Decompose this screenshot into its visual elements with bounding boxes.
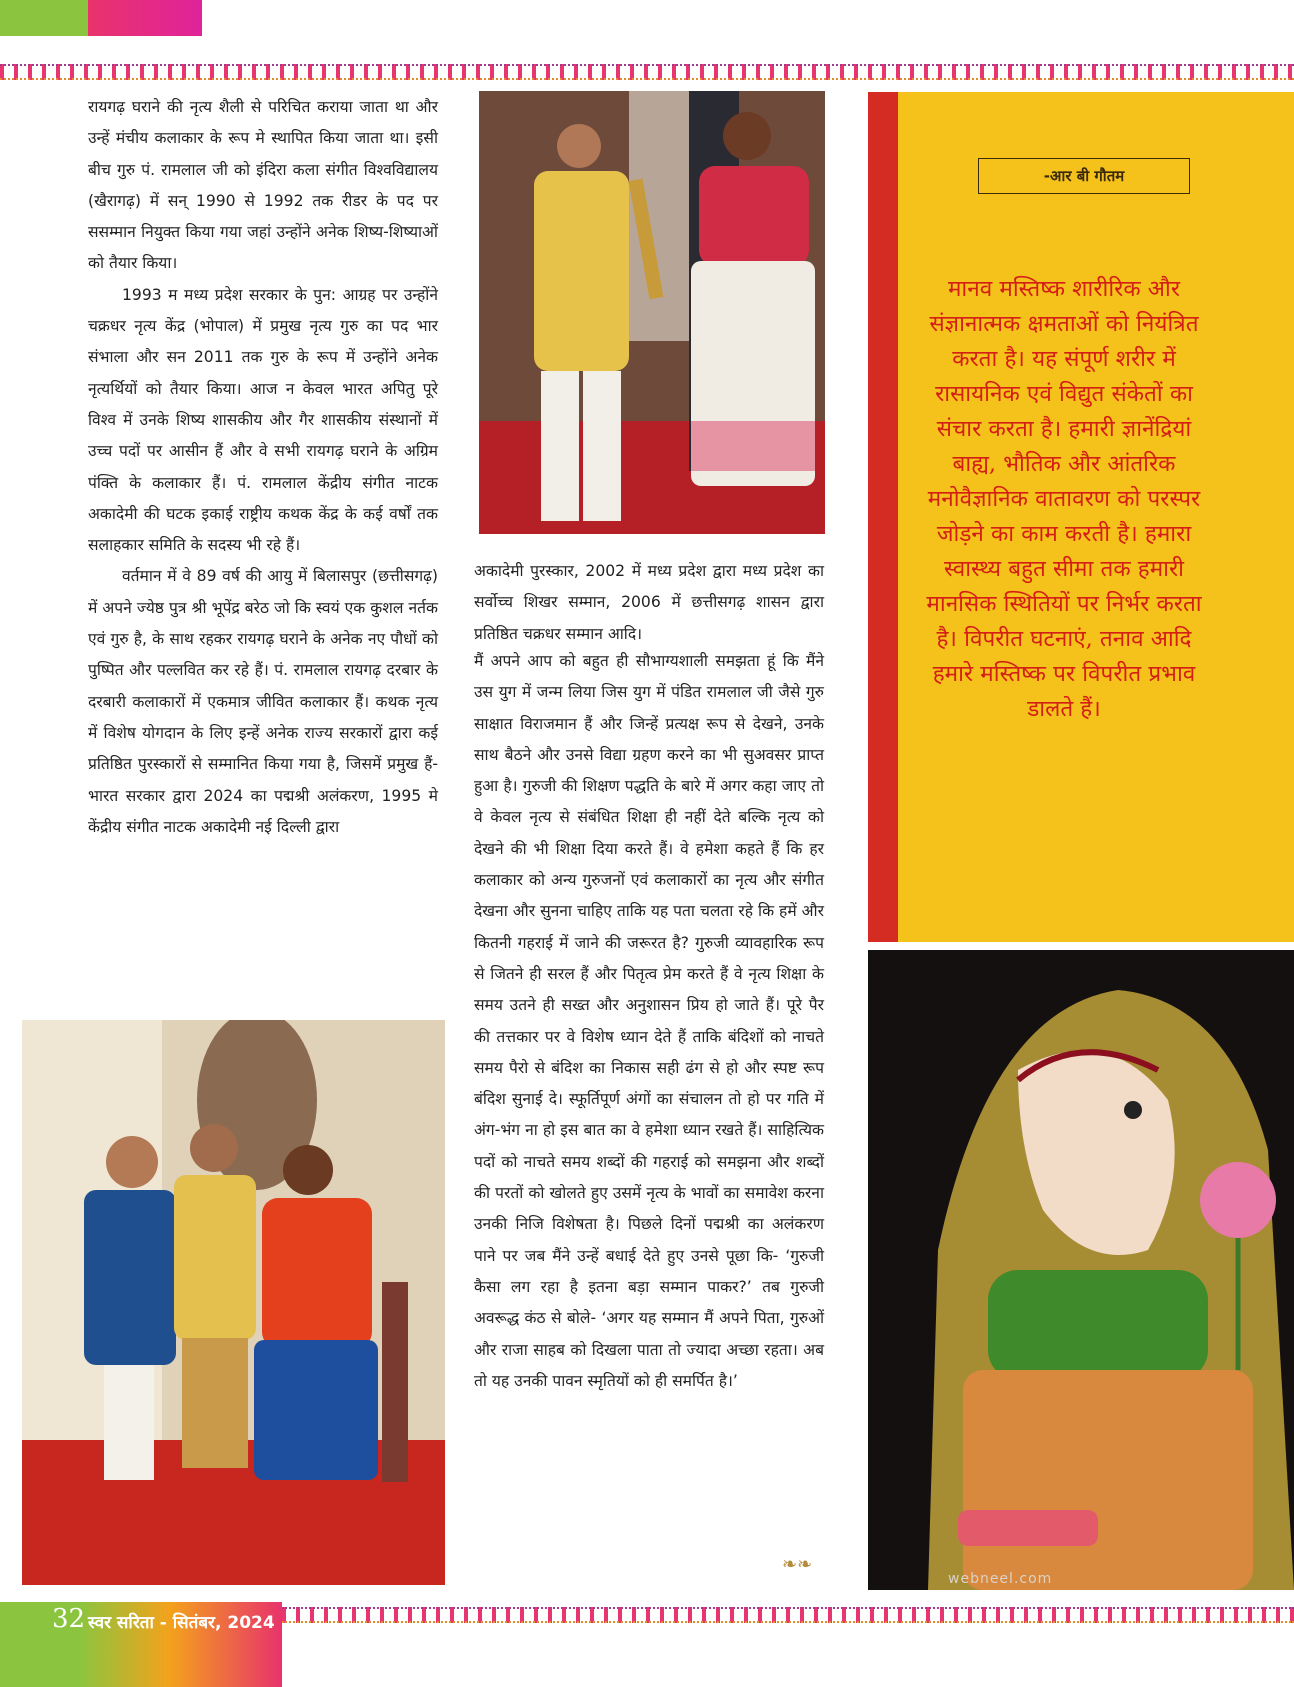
end-ornament: ❧❧ <box>782 1554 813 1575</box>
group-photo <box>22 1020 445 1585</box>
quote-box-accent <box>868 92 898 942</box>
article-column-middle <box>474 646 824 1397</box>
rajasthani-painting <box>868 950 1294 1590</box>
paragraph: वर्तमान में वे 89 वर्ष की आयु में बिलासपुर (छत्तीसगढ़) में अपने ज्येष्ठ पुत्र श्री भूपेंद्र बरेठ जो कि स्वयं एक कुशल नर्तक एवं गुरु है, के साथ रहकर रायगढ़ घराने के अनेक नए पौधों को पुष्पित और पल्लवित कर रहे हैं। पं. रामलाल रायगढ़ दरबार के दरबारी कलाकारों में एकमात्र जीवित कलाकार हैं। कथक नृत्य में विशेष योगदान के लिए इन्हें अनेक राज्य सरकारों द्वारा कई प्रतिष्ठित पुरस्कारों से सम्मानित किया गया है, जिसमें प्रमुख हैं- भारत सरकार द्वारा 2024 का पद्मश्री अलंकरण, 1995 मे केंद्रीय संगीत नाटक अकादेमी नई दिल्ली द्वारा <box>88 567 438 836</box>
author-credit: -आर बी गौतम <box>978 158 1190 194</box>
decorative-border-top <box>0 64 1294 80</box>
award-ceremony-photo <box>479 91 825 534</box>
article-column-left <box>88 92 438 843</box>
header-pink-bar <box>88 0 202 36</box>
pull-quote: मानव मस्तिष्क शारीरिक और संज्ञानात्मक क्षमताओं को नियंत्रित करता है। यह संपूर्ण शरीर में रासायनिक एवं विद्युत संकेतों का संचार करता है। हमारी ज्ञानेंद्रियां बाह्य, भौतिक और आंतरिक मनोवैज्ञानिक वातावरण को परस्पर जोड़ने का काम करती है। हमारा स्वास्थ्य बहुत सीमा तक हमारी मानसिक स्थितियों पर निर्भर करता है। विपरीत घटनाएं, तनाव आदि हमारे मस्तिष्क पर विपरीत प्रभाव डालते हैं। <box>926 276 1202 722</box>
paragraph: 1993 म मध्य प्रदेश सरकार के पुन: आग्रह पर उन्होंने चक्रधर नृत्य केंद्र (भोपाल) में प्रमुख नृत्य गुरु का पद भार संभाला और सन 2011 तक गुरु के रूप में उन्होंने अनेक नृत्यर्थियों को तैयार किया। आज न केवल भारत अपितु पूरे विश्व में उनके शिष्य शासकीय और गैर शासकीय संस्थानों में उच्च पदों पर आसीन हैं और वे सभी रायगढ़ घराने के अग्रिम पंक्ति के कलाकार हैं। पं. रामलाल केंद्रीय संगीत नाटक अकादेमी की घटक इकाई राष्ट्रीय कथक केंद्र के कई वर्षों तक सलाहकार समिति के सदस्य भी रहे हैं। <box>88 285 438 555</box>
paragraph: रायगढ़ घराने की नृत्य शैली से परिचित कराया जाता था और उन्हें मंचीय कलाकार के रूप मे स्थापित किया जाता था। इसी बीच गुरु पं. रामलाल जी को इंदिरा कला संगीत विश्वविद्यालय (खैरागढ़) में सन् 1990 से 1992 तक रीडर के पद पर ससम्मान नियुक्त किया गया जहां उन्होंने अनेक शिष्य-शिष्याओं को तैयार किया। <box>88 98 438 273</box>
header-green-bar <box>0 0 88 36</box>
watermark: webneel.com <box>948 1571 1053 1587</box>
decorative-border-bottom <box>282 1607 1294 1623</box>
paragraph: मैं अपने आप को बहुत ही सौभाग्यशाली समझता हूं कि मैंने उस युग में जन्म लिया जिस युग में पंडित रामलाल जी जैसे गुरु साक्षात विराजमान हैं और जिन्हें प्रत्यक्ष रूप से देखने, उनके साथ बैठने और उनसे विद्या ग्रहण करने का भी सुअवसर प्राप्त हुआ है। गुरुजी की शिक्षण पद्धति के बारे में अगर कहा जाए तो वे केवल नृत्य से संबंधित शिक्षा ही नहीं देते बल्कि नृत्य को देखने की भी शिक्षा दिया करते हैं। वे हमेशा कहते हैं कि हर कलाकार को अन्य गुरुजनों एवं कलाकारों का नृत्य और संगीत देखना और सुनना चाहिए ताकि यह पता चलता रहे कि हमें और कितनी गहराई में जाने की जरूरत है? गुरुजी व्यावहारिक रूप से जितने ही सरल हैं और पितृत्व प्रेम करते हैं वे नृत्य शिक्षा के समय उतने ही सख्त और अनुशासन प्रिय हो जाते हैं। पूरे पैर की तत्तकार पर वे विशेष ध्यान देते हैं ताकि बंदिशों को नाचते समय पैरो से बंदिश का निकास सही ढंग से हो और स्पष्ट रूप बंदिश सुनाई दे। स्फूर्तिपूर्ण अंगों का संचालन तो हो पर गति में अंग-भंग ना हो इस बात का वे हमेशा ध्यान रखते हैं। साहित्यिक पदों को नाचते समय शब्दों की गहराई को समझना और शब्दों की परतों को खोलते हुए उसमें नृत्य के भावों का समावेश करना उनकी निजि विशेषता है। पिछले दिनों पद्मश्री का अलंकरण पाने पर जब मैंने उन्हें बधाई देते हुए उनसे पूछा कि- ‘गुरुजी कैसा लग रहा है इतना बड़ा सम्मान पाकर?’ तब गुरुजी अवरूद्ध कंठ से बोले- ‘अगर यह सम्मान मैं अपने पिता, गुरुओं और राजा साहब को दिखला पाता तो ज्यादा अच्छा रहता। अब तो यह उनकी पावन स्मृतियों को ही समर्पित है।’ <box>474 652 824 1390</box>
paragraph: अकादेमी पुरस्कार, 2002 में मध्य प्रदेश द्वारा मध्य प्रदेश का सर्वोच्च शिखर सम्मान, 2006 में छत्तीसगढ़ शासन द्वारा प्रतिष्ठित चक्रधर सम्मान आदि। <box>474 562 824 643</box>
page-number: 32 <box>52 1604 86 1634</box>
article-column-middle-continuation <box>474 556 824 650</box>
magazine-title: स्वर सरिता - सितंबर, 2024 <box>88 1613 275 1633</box>
